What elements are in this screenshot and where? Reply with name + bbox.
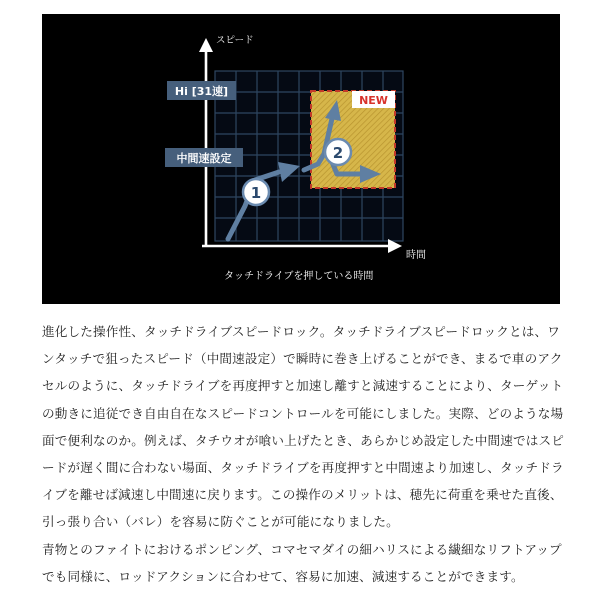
label-mid: 中間速設定 (176, 152, 232, 165)
speed-diagram (42, 14, 560, 304)
x-axis-label: 時間 (406, 250, 426, 261)
x-axis-caption: タッチドライブを押している時間 (224, 271, 374, 282)
y-axis-label: スピード (216, 35, 254, 46)
speed-diagram-svg (42, 14, 560, 304)
new-badge-label: NEW (359, 94, 388, 107)
label-hi: Hi [31速] (174, 85, 229, 98)
marker-1-label: 1 (250, 184, 262, 202)
y-axis-arrowhead (199, 38, 213, 52)
description-text (42, 318, 567, 590)
paragraph-2: 青物とのファイトにおけるポンピング、コマセマダイの細ハリスによる繊細なリフトアップでも同様に、ロッドアクションに合わせて、容易に加速、減速することができます。 (42, 541, 562, 584)
paragraph-1: 進化した操作性、タッチドライブスピードロック。タッチドライブスピードロックとは、ワンタッチで狙ったスピード（中間速設定）で瞬時に巻き上げることができ、まるで車のアクセルのように、タッチドライブを再度押すと加速し離すと減速することにより、ターゲットの動きに追従でき自由自在なスピードコントロールを可能にしました。実際、どのような場面で便利なのか。例えば、タチウオが喰い上げたとき、あらかじめ設定した中間速ではスピードが遅く間に合わない場面、タッチドライブを再度押すと中間速より加速し、タッチドライブを離せば減速し中間速に戻ります。この操作のメリットは、穂先に荷重を乗せた直後、引っ張り合い（バレ）を容易に防ぐことが可能になりました。 (42, 324, 564, 530)
label-hi-box (167, 81, 236, 100)
label-mid-box (165, 148, 243, 167)
marker-2 (325, 139, 351, 165)
marker-2-label: 2 (332, 144, 344, 162)
marker-1 (243, 179, 269, 205)
